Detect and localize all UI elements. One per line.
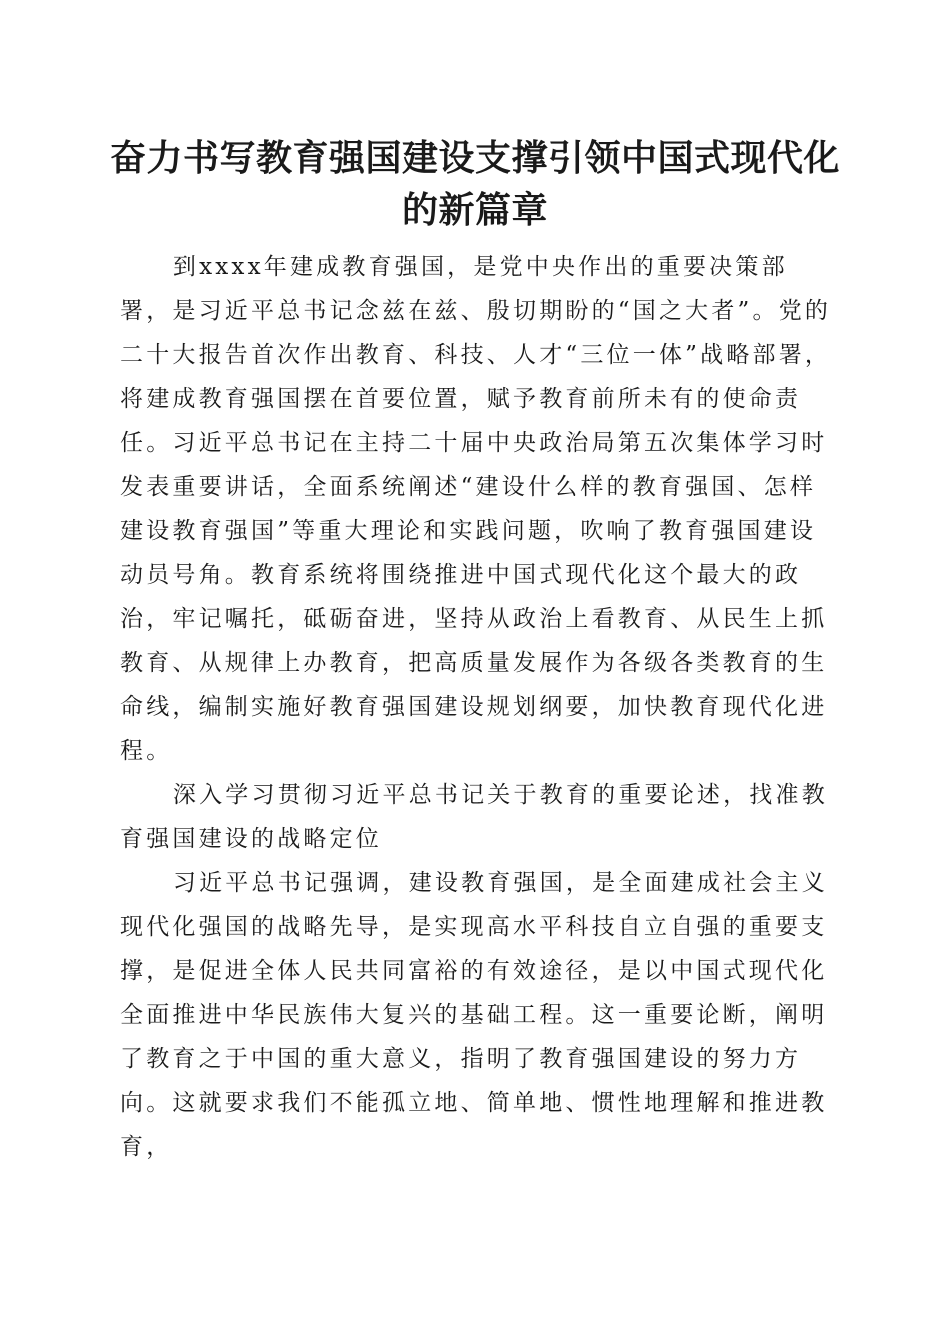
paragraph-section-heading: 深入学习贯彻习近平总书记关于教育的重要论述，找准教育强国建设的战略定位	[120, 782, 828, 852]
document-body	[120, 245, 832, 1169]
document-title: 奋力书写教育强国建设支撑引领中国式现代化的新篇章	[109, 137, 840, 231]
paragraph-strategic-positioning: 习近平总书记强调，建设教育强国，是全面建成社会主义现代化强国的战略先导，是实现高水平科技自立自强的重要支撑，是促进全体人民共同富裕的有效途径，是以中国式现代化全面推进中华民族伟大复兴的基础工程。这一重要论断，阐明了教育之于中国的重大意义，指明了教育强国建设的努力方向。这就要求我们不能孤立地、简单地、惯性地理解和推进教育，	[120, 870, 828, 1160]
paragraph-intro: 到xxxx年建成教育强国，是党中央作出的重要决策部署，是习近平总书记念兹在兹、殷切期盼的“国之大者”。党的二十大报告首次作出教育、科技、人才“三位一体”战略部署，将建成教育强国摆在首要位置，赋予教育前所未有的使命责任。习近平总书记在主持二十届中央政治局第五次集体学习时发表重要讲话，全面系统阐述“建设什么样的教育强国、怎样建设教育强国”等重大理论和实践问题，吹响了教育强国建设动员号角。教育系统将围绕推进中国式现代化这个最大的政治，牢记嘱托，砥砺奋进，坚持从政治上看教育、从民生上抓教育、从规律上办教育，把高质量发展作为各级各类教育的生命线，编制实施好教育强国建设规划纲要，加快教育现代化进程。	[120, 254, 832, 764]
